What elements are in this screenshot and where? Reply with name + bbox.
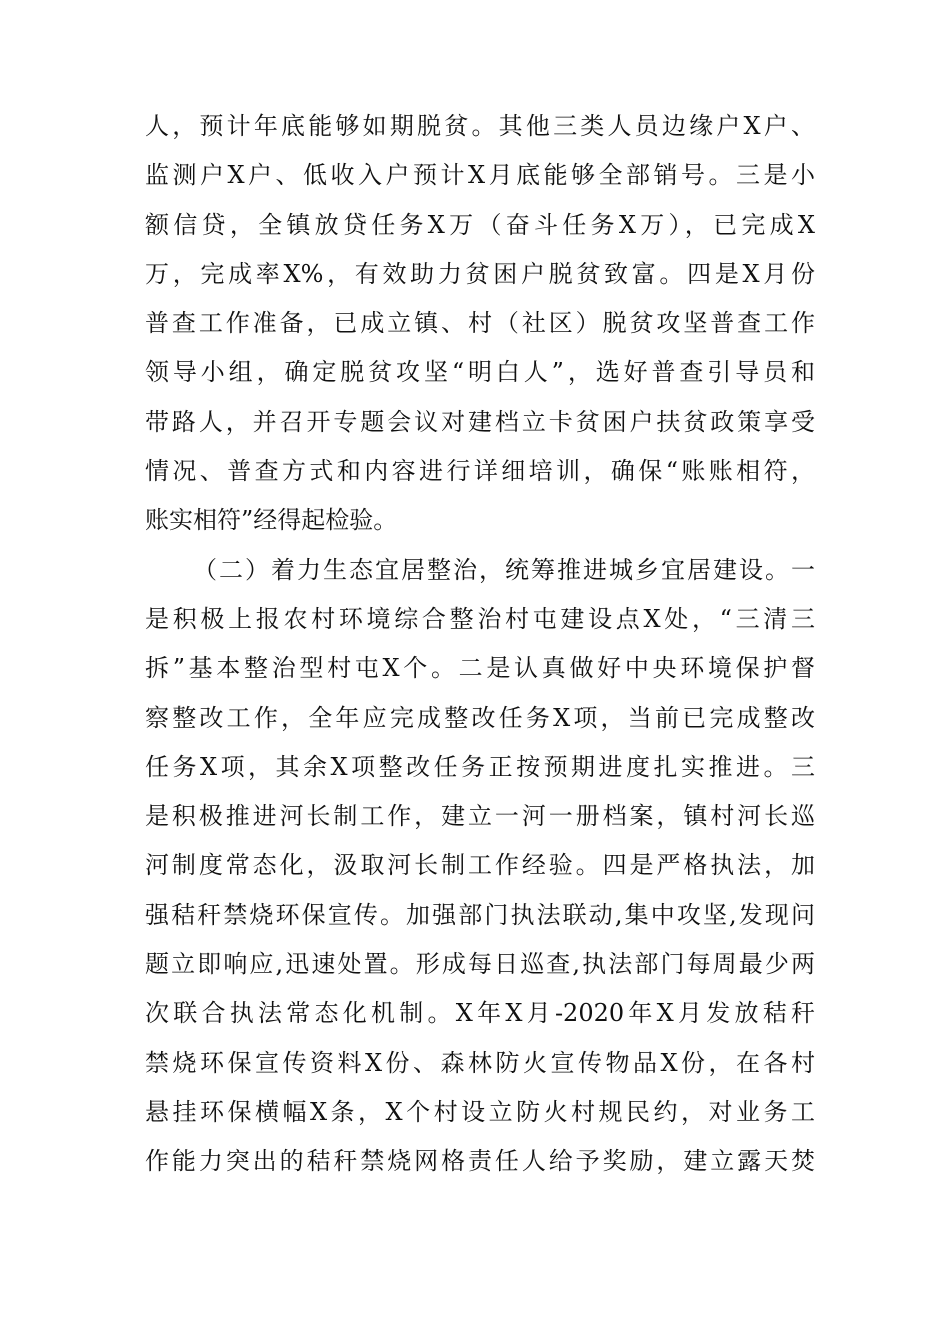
text-line: 河制度常态化，汲取河长制工作经验。四是严格执法，加 (145, 851, 815, 880)
text-line: 禁烧环保宣传资料X份、森林防火宣传物品X份，在各村 (145, 1048, 815, 1077)
text-line: 监测户X户、低收入户预计X月底能够全部销号。三是小 (145, 161, 815, 190)
text-line: 任务X项，其余X项整改任务正按预期进度扎实推进。三 (145, 752, 815, 781)
text-line: 拆”基本整治型村屯X个。二是认真做好中央环境保护督 (145, 654, 815, 683)
text-line: 次联合执法常态化机制。X年X月-2020年X月发放秸秆 (145, 999, 815, 1028)
text-line: 悬挂环保横幅X条，X个村设立防火村规民约，对业务工 (145, 1097, 815, 1126)
text-line: 是积极推进河长制工作，建立一河一册档案，镇村河长巡 (145, 802, 815, 831)
text-line: 是积极上报农村环境综合整治村屯建设点X处，“三清三 (145, 604, 815, 633)
text-line: 作能力突出的秸秆禁烧网格责任人给予奖励，建立露天焚 (145, 1147, 815, 1176)
text-line: 察整改工作，全年应完成整改任务X项，当前已完成整改 (145, 703, 815, 732)
text-line: 万，完成率X%，有效助力贫困户脱贫致富。四是X月份 (145, 259, 815, 288)
text-line: 人，预计年底能够如期脱贫。其他三类人员边缘户X户、 (145, 112, 815, 140)
text-line: 带路人，并召开专题会议对建档立卡贫困户扶贫政策享受 (145, 407, 815, 436)
paragraph-end-line: 账实相符”经得起检验。 (145, 506, 398, 535)
text-line: 额信贷，全镇放贷任务X万（奋斗任务X万），已完成X (145, 210, 815, 239)
text-line: 普查工作准备，已成立镇、村（社区）脱贫攻坚普查工作 (145, 309, 815, 338)
section-heading-line: （二）着力生态宜居整治，统筹推进城乡宜居建设。一 (193, 555, 815, 584)
body-text (145, 102, 815, 1187)
text-line: 强秸秆禁烧环保宣传。加强部门执法联动,集中攻坚,发现问 (145, 900, 815, 929)
text-line: 情况、普查方式和内容进行详细培训，确保“账账相符， (145, 457, 815, 486)
text-line: 题立即响应,迅速处置。形成每日巡查,执法部门每周最少两 (145, 950, 815, 979)
text-line: 领导小组，确定脱贫攻坚“明白人”，选好普查引导员和 (145, 358, 815, 387)
